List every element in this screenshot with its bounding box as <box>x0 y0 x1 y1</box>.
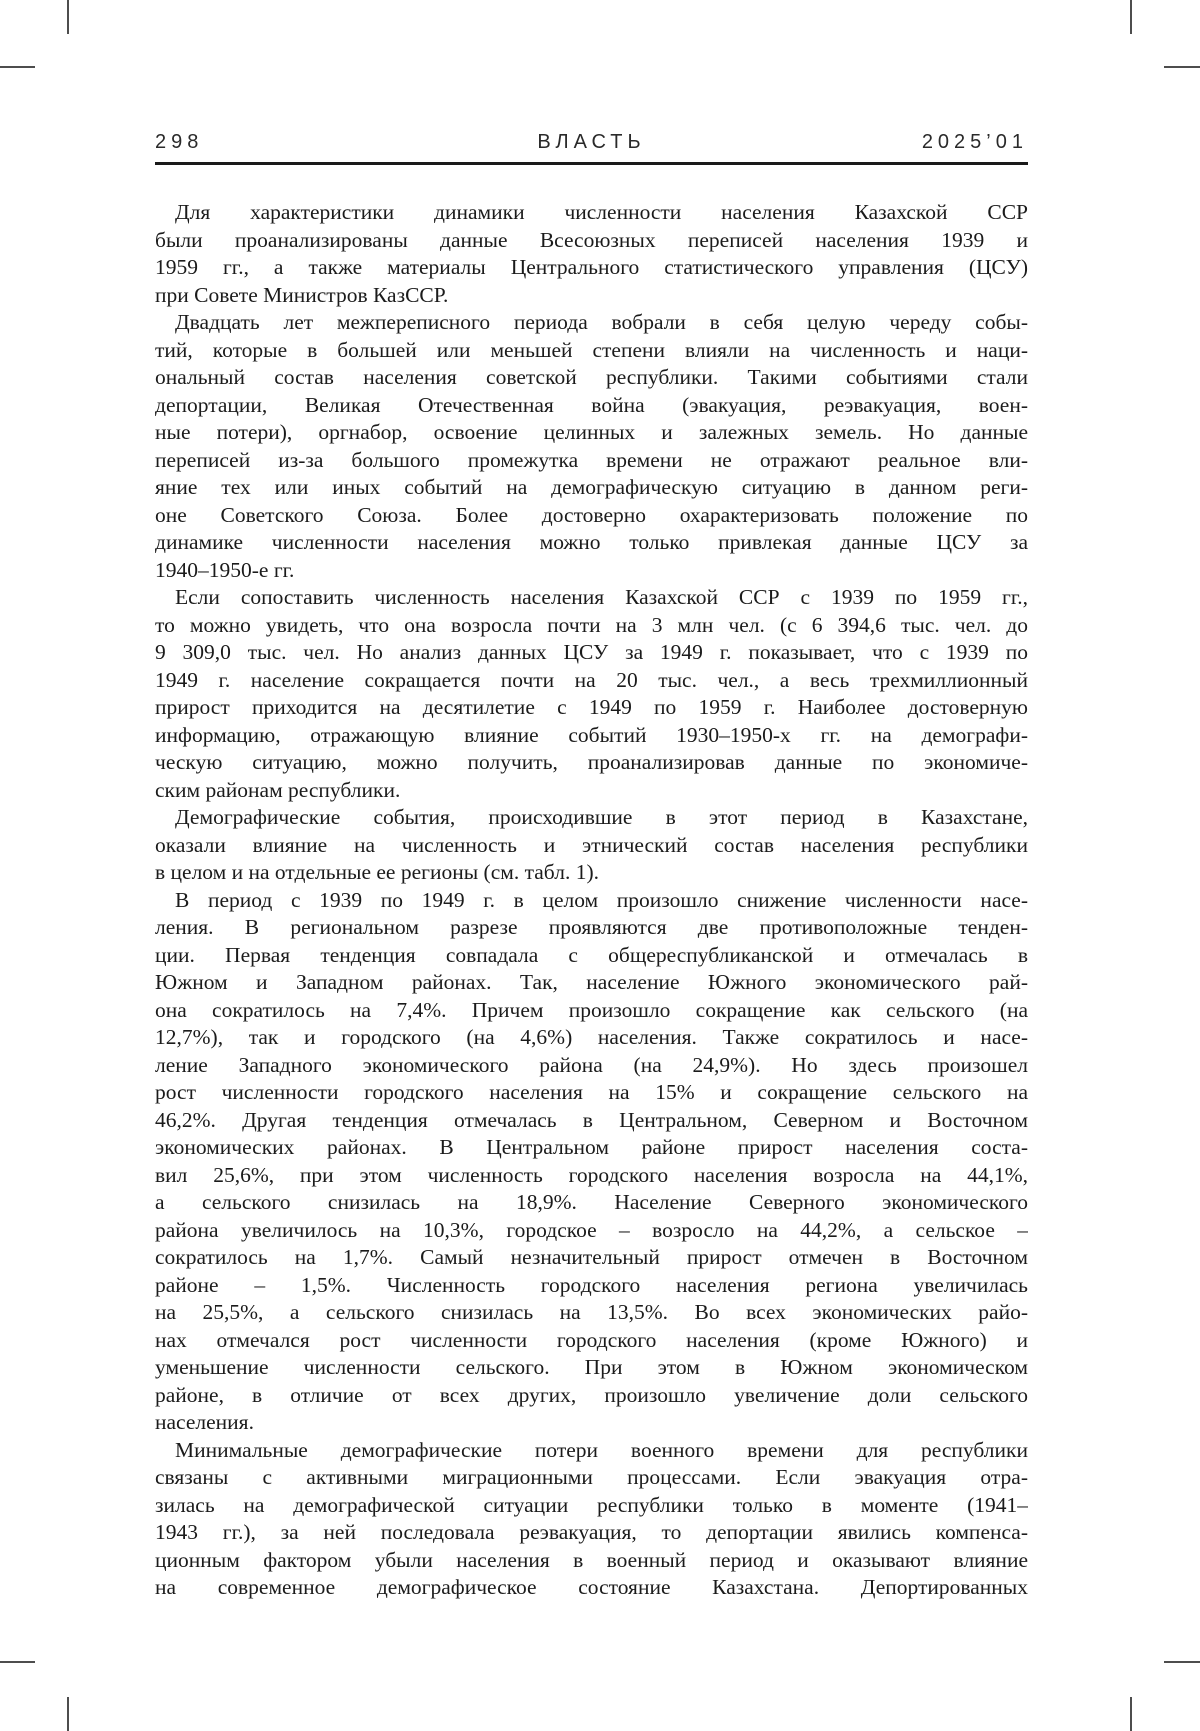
text-line: на современное демографическое состояние Казахстана. Депортированных <box>155 1575 1028 1599</box>
text-line: Для характеристики динамики численности населения Казахской ССР <box>175 200 1028 224</box>
page-header <box>155 130 1028 154</box>
text-line: динамике численности населения можно только привлекая данные ЦСУ за <box>155 530 1028 554</box>
text-line: информацию, отражающую влияние событий 1930–1950-х гг. на демографи- <box>155 722 1028 747</box>
article-body <box>155 199 1028 1602</box>
text-line: района увеличилось на 10,3%, городское – возросло на 44,2%, а сельское – <box>155 1217 1028 1242</box>
paragraph <box>155 887 1028 1437</box>
paragraph <box>155 804 1028 887</box>
crop-mark <box>1130 1697 1132 1731</box>
text-line: уменьшение численности сельского. При этом в Южном экономическом <box>155 1355 1028 1379</box>
text-line: Если сопоставить численность населения Казахской ССР с 1939 по 1959 гг., <box>175 585 1028 609</box>
text-line: Демографические события, происходившие в этот период в Казахстане, <box>175 805 1028 829</box>
text-line: депортации, Великая Отечественная война (эвакуация, реэвакуация, воен- <box>155 392 1028 417</box>
text-line: оне Советского Союза. Более достоверно охарактеризовать положение по <box>155 502 1028 527</box>
text-line: ления. В региональном разрезе проявляются две противоположные тенден- <box>155 915 1028 939</box>
text-line: ции. Первая тенденция совпадала с общереспубликанской и отмечалась в <box>155 942 1028 967</box>
paragraph <box>155 199 1028 309</box>
text-line: она сократилось на 7,4%. Причем произошло сокращение как сельского (на <box>155 997 1028 1022</box>
crop-mark <box>1164 1661 1200 1663</box>
text-line: прирост приходится на десятилетие с 1949 по 1959 г. Наиболее достоверную <box>155 695 1028 719</box>
text-line: вил 25,6%, при этом численность городского населения возросла на 44,1%, <box>155 1162 1028 1187</box>
header-rule <box>155 162 1028 165</box>
text-line: ционным фактором убыли населения в военный период и оказывают влияние <box>155 1547 1028 1572</box>
paragraph <box>155 309 1028 584</box>
text-line: Минимальные демографические потери военного времени для республики <box>175 1437 1028 1462</box>
text-line: оказали влияние на численность и этнический состав населения республики <box>155 832 1028 857</box>
text-line: 1943 гг.), за ней последовала реэвакуация, то депортации явились компенса- <box>155 1520 1028 1544</box>
text-line: 12,7%), так и городского (на 4,6%) населения. Также сократилось и насе- <box>155 1025 1028 1049</box>
text-line: 46,2%. Другая тенденция отмечалась в Центральном, Северном и Восточном <box>155 1107 1028 1132</box>
text-line: зилась на демографической ситуации республики только в моменте (1941– <box>155 1492 1028 1517</box>
text-line: тий, которые в большей или меньшей степени влияли на численность и наци- <box>155 337 1028 362</box>
text-line: ческую ситуацию, можно получить, проанализировав данные по экономиче- <box>155 750 1028 774</box>
text-line: ональный состав населения советской республики. Такими событиями стали <box>155 365 1028 389</box>
text-line: экономических районах. В Центральном районе прирост населения соста- <box>155 1135 1028 1159</box>
journal-title: ВЛАСТЬ <box>537 131 646 153</box>
text-line: районе – 1,5%. Численность городского населения региона увеличилась <box>155 1272 1028 1297</box>
crop-mark <box>1130 0 1132 34</box>
text-line: то можно увидеть, что она возросла почти на 3 млн чел. (с 6 394,6 тыс. чел. до <box>155 612 1028 637</box>
text-line: 9 309,0 тыс. чел. Но анализ данных ЦСУ за 1949 г. показывает, что с 1939 по <box>155 640 1028 664</box>
text-line: ским районам республики. <box>155 777 401 802</box>
text-line: были проанализированы данные Всесоюзных переписей населения 1939 и <box>155 227 1028 252</box>
text-line: 1949 г. население сокращается почти на 20 тыс. чел., а весь трехмиллионный <box>155 667 1028 692</box>
text-line: связаны с активными миграционными процессами. Если эвакуация отра- <box>155 1465 1028 1489</box>
crop-mark <box>67 0 69 34</box>
text-line: Южном и Западном районах. Так, население Южного экономического рай- <box>155 970 1028 994</box>
crop-mark <box>67 1697 69 1731</box>
text-line: населения. <box>155 1410 254 1434</box>
text-line: яние тех или иных событий на демографическую ситуацию в данном реги- <box>155 475 1028 499</box>
text-line: а сельского снизилась на 18,9%. Население Северного экономического <box>155 1190 1028 1214</box>
issue-label: 2025’01 <box>921 131 1028 153</box>
text-line: переписей из-за большого промежутка времени не отражают реальное вли- <box>155 447 1028 472</box>
text-line: ление Западного экономического района (на 24,9%). Но здесь произошел <box>155 1052 1028 1077</box>
crop-mark <box>1164 66 1200 68</box>
crop-mark <box>0 1661 35 1663</box>
text-line: ные потери), оргнабор, освоение целинных и залежных земель. Но данные <box>155 420 1028 444</box>
text-line: в целом и на отдельные ее регионы (см. табл. 1). <box>155 860 599 884</box>
text-line: при Совете Министров КазССР. <box>155 282 449 307</box>
page-number: 298 <box>155 131 204 153</box>
text-line: 1959 гг., а также материалы Центрального статистического управления (ЦСУ) <box>155 255 1028 279</box>
text-line: нах отмечался рост численности городского населения (кроме Южного) и <box>155 1327 1028 1352</box>
text-line: рост численности городского населения на 15% и сокращение сельского на <box>155 1080 1028 1104</box>
crop-mark <box>0 66 35 68</box>
paragraph <box>155 584 1028 804</box>
text-line: 1940–1950-е гг. <box>155 557 295 582</box>
text-line: на 25,5%, а сельского снизилась на 13,5%. Во всех экономических райо- <box>155 1300 1028 1324</box>
text-line: Двадцать лет межпереписного периода вобрали в себя целую череду собы- <box>175 310 1028 334</box>
paragraph <box>155 1437 1028 1602</box>
text-line: сократилось на 1,7%. Самый незначительный прирост отмечен в Восточном <box>155 1245 1028 1269</box>
text-line: районе, в отличие от всех других, произошло увеличение доли сельского <box>155 1382 1028 1407</box>
text-line: В период с 1939 по 1949 г. в целом произошло снижение численности насе- <box>175 887 1028 912</box>
